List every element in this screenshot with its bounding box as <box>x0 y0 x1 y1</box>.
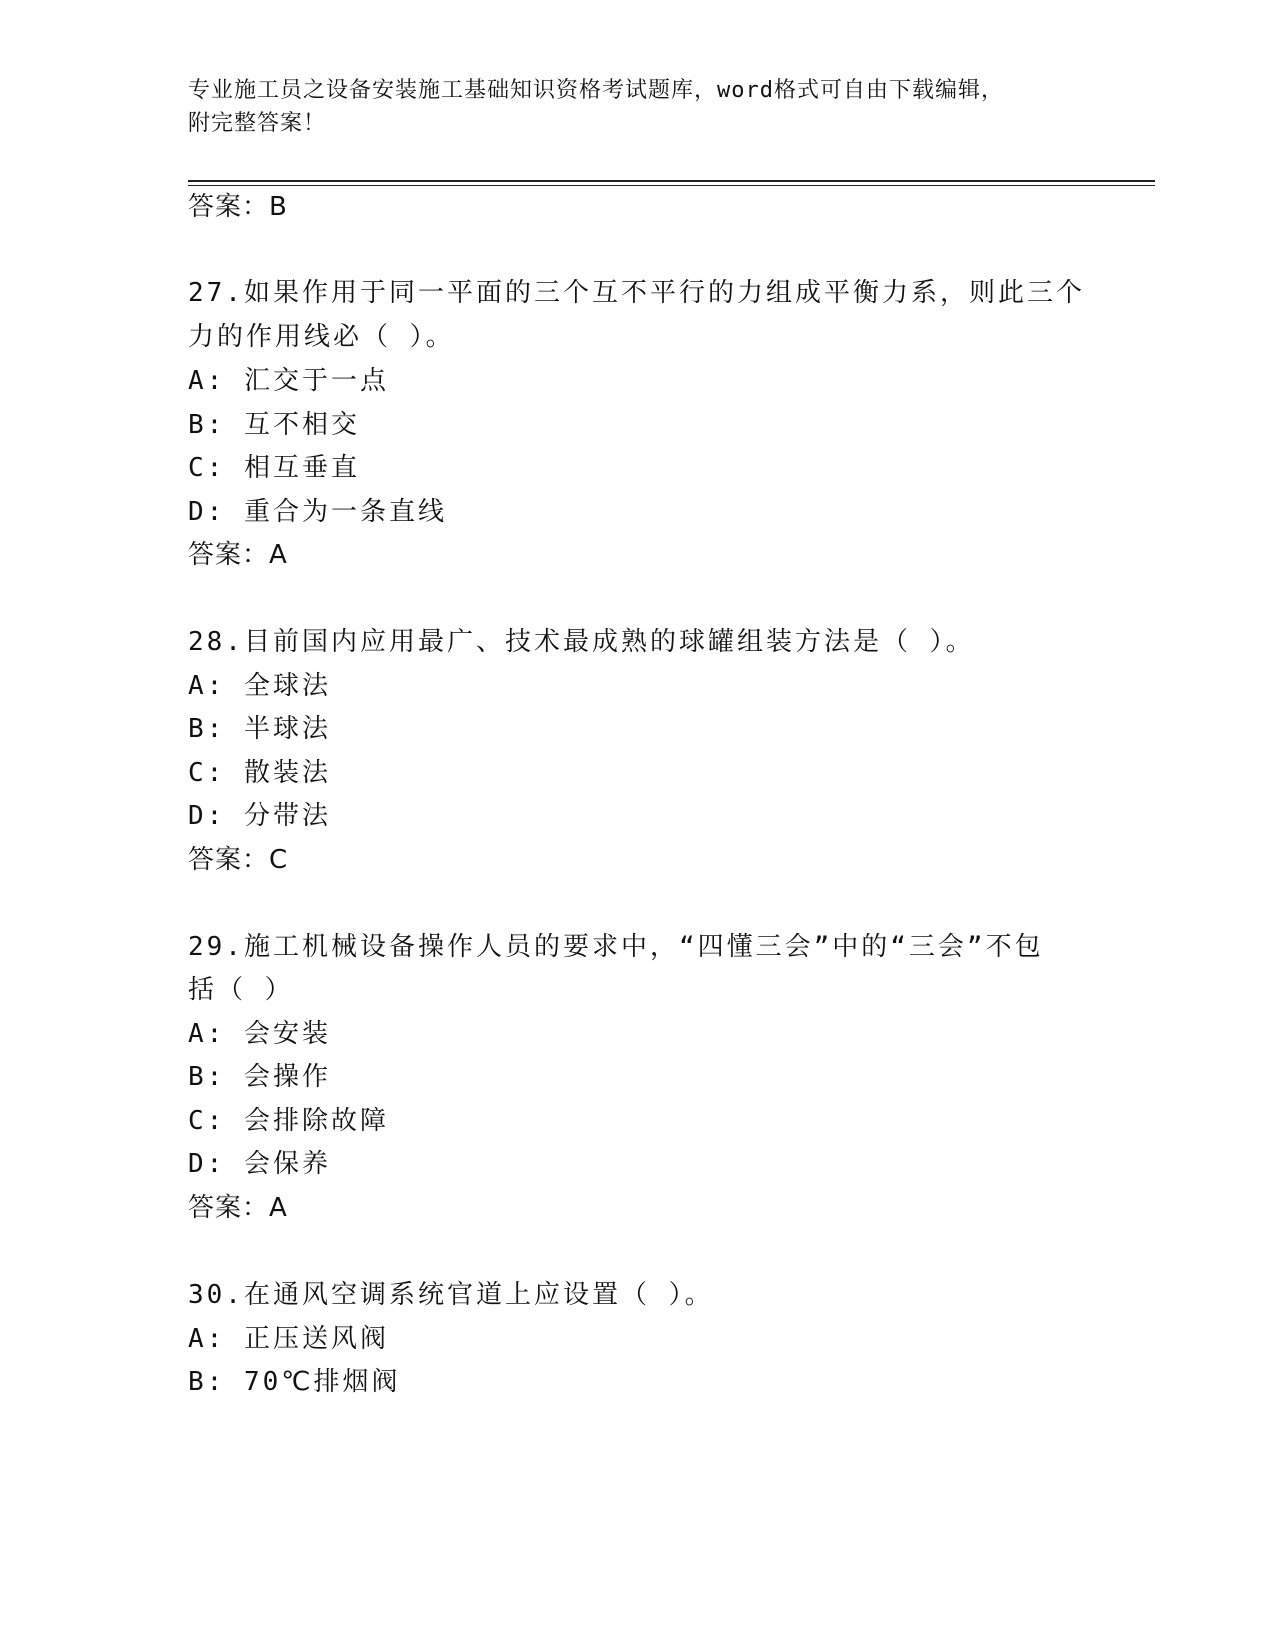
question-28-option-c: C: 散装法 <box>188 758 331 788</box>
question-27-answer: 答案：A <box>188 540 288 570</box>
question-28-option-b: B: 半球法 <box>188 714 331 744</box>
question-27-option-b: B: 互不相交 <box>188 410 360 440</box>
question-28-option-a: A: 全球法 <box>188 671 331 701</box>
question-28-stem-line-1: 28.目前国内应用最广、技术最成熟的球罐组装方法是（ ）。 <box>188 627 975 657</box>
question-30-option-b: B: 70℃排烟阀 <box>188 1367 401 1397</box>
question-28-answer: 答案：C <box>188 845 289 875</box>
question-29-option-a: A: 会安装 <box>188 1019 331 1049</box>
question-29-option-b: B: 会操作 <box>188 1062 331 1092</box>
header-line-2: 附完整答案！ <box>188 111 327 136</box>
question-27-option-a: A: 汇交于一点 <box>188 366 389 396</box>
question-27-option-d: D: 重合为一条直线 <box>188 497 447 527</box>
header-divider <box>188 180 1155 182</box>
question-30-option-a: A: 正压送风阀 <box>188 1324 389 1354</box>
question-27-option-c: C: 相互垂直 <box>188 453 360 483</box>
question-29-option-c: C: 会排除故障 <box>188 1106 389 1136</box>
question-28-option-d: D: 分带法 <box>188 801 331 831</box>
question-30-stem-line-1: 30.在通风空调系统官道上应设置（ ）。 <box>188 1280 714 1310</box>
question-29-stem-line-2: 括（ ） <box>188 975 294 1005</box>
question-29-stem-line-1: 29.施工机械设备操作人员的要求中，“四懂三会”中的“三会”不包 <box>188 932 1044 962</box>
header-divider-thin <box>188 185 1155 186</box>
question-29-option-d: D: 会保养 <box>188 1149 331 1179</box>
question-27-stem-line-2: 力的作用线必（ ）。 <box>188 322 455 352</box>
question-29-answer: 答案：A <box>188 1193 288 1223</box>
document-header <box>188 74 1068 140</box>
question-27-stem-line-1: 27.如果作用于同一平面的三个互不平行的力组成平衡力系，则此三个 <box>188 278 1085 308</box>
header-line-1: 专业施工员之设备安装施工基础知识资格考试题库，word格式可自由下载编辑， <box>188 78 1004 103</box>
previous-answer: 答案：B <box>188 192 288 222</box>
